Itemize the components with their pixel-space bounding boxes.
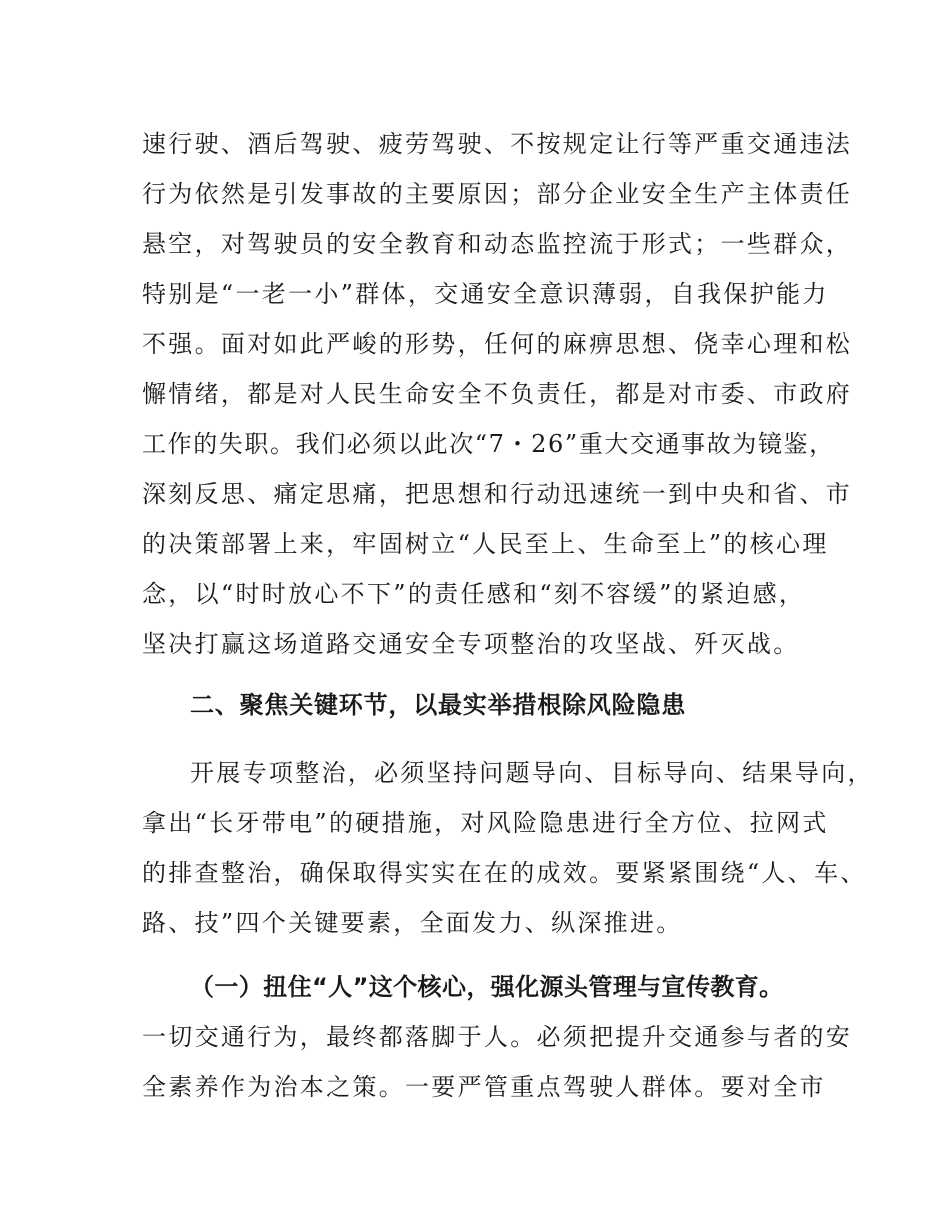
paragraph-line: 深刻反思、痛定思痛，把思想和行动迅速统一到中央和省、市 bbox=[142, 480, 853, 508]
paragraph-line: 念，以“时时放心不下”的责任感和“刻不容缓”的紧迫感， bbox=[142, 580, 806, 608]
paragraph-line: 懈情绪，都是对人民生命安全不负责任，都是对市委、市政府 bbox=[142, 380, 853, 408]
paragraph-line: 特别是“一老一小”群体，交通安全意识薄弱，自我保护能力 bbox=[142, 280, 829, 308]
paragraph-line: 的决策部署上来，牢固树立“人民至上、生命至上”的核心理 bbox=[142, 530, 829, 558]
paragraph-line: 路、技”四个关键要素，全面发力、纵深推进。 bbox=[142, 909, 683, 937]
paragraph-line: 开展专项整治，必须坚持问题导向、目标导向、结果导向， bbox=[190, 759, 874, 787]
section-heading: 二、聚焦关键环节，以最实举措根除风险隐患 bbox=[190, 691, 686, 719]
paragraph-line: 一切交通行为，最终都落脚于人。必须把提升交通参与者的安 bbox=[142, 1023, 853, 1051]
paragraph-line: 不强。面对如此严峻的形势，任何的麻痹思想、侥幸心理和松 bbox=[142, 330, 853, 358]
paragraph-line: 坚决打赢这场道路交通安全专项整治的攻坚战、歼灭战。 bbox=[142, 630, 800, 658]
paragraph-line: 的排查整治，确保取得实实在在的成效。要紧紧围绕“人、车、 bbox=[142, 859, 867, 887]
paragraph-line: 悬空，对驾驶员的安全教育和动态监控流于形式；一些群众， bbox=[142, 230, 853, 258]
paragraph-line: 行为依然是引发事故的主要原因；部分企业安全生产主体责任 bbox=[142, 180, 853, 208]
subsection-heading: （一）扭住“人”这个核心，强化源头管理与宣传教育。 bbox=[190, 973, 784, 1001]
paragraph-line: 拿出“长牙带电”的硬措施，对风险隐患进行全方位、拉网式 bbox=[142, 809, 829, 837]
paragraph-line: 工作的失职。我们必须以此次“7・26”重大交通事故为镜鉴， bbox=[142, 430, 835, 458]
paragraph-line: 全素养作为治本之策。一要严管重点驾驶人群体。要对全市 bbox=[142, 1073, 826, 1101]
paragraph-line: 速行驶、酒后驾驶、疲劳驾驶、不按规定让行等严重交通违法 bbox=[142, 130, 853, 158]
